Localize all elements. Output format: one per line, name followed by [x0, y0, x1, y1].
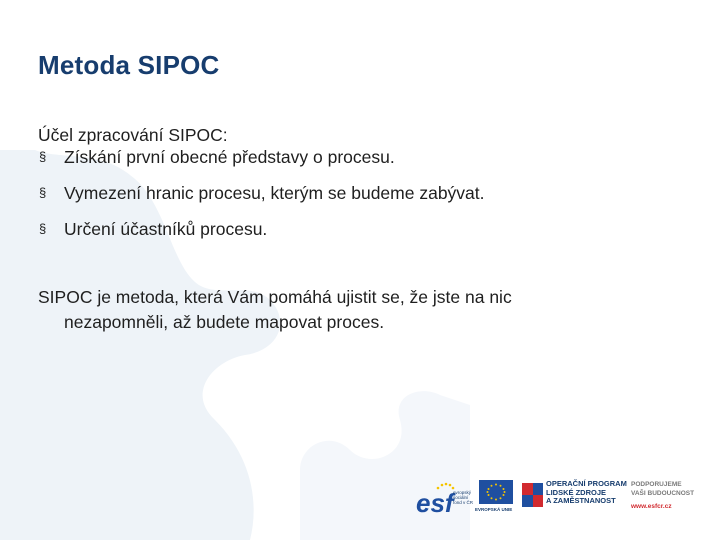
summary-line-1: SIPOC je metoda, která Vám pomáhá ujistit se, že jste na nic [38, 287, 512, 307]
bullet-marker: § [39, 221, 47, 236]
footer-logo-strip [413, 476, 713, 518]
bullet-text: Určení účastníků procesu. [64, 219, 268, 239]
esf-caption: evropský sociální fond v ČR [453, 490, 474, 505]
support-url: www.esfcr.cz [631, 503, 672, 510]
purpose-bullet-list [38, 146, 678, 240]
eu-caption: EVROPSKÁ UNIE [475, 507, 513, 512]
slide-title: Metoda SIPOC [38, 50, 220, 80]
support-slogan: PODPORUJEME VAŠI BUDOUCNOST [631, 481, 695, 497]
op-program-name: OPERAČNÍ PROGRAM LIDSKÉ ZDROJE A ZAMĚSTNANOST [546, 479, 627, 505]
summary-paragraph [38, 285, 648, 335]
bullet-marker: § [39, 149, 47, 164]
eu-flag-icon [479, 480, 513, 504]
purpose-heading: Účel zpracování SIPOC: [38, 125, 228, 145]
bullet-item [38, 182, 678, 204]
bullet-item [38, 218, 678, 240]
bullet-marker: § [39, 185, 47, 200]
bullet-text: Získání první obecné představy o procesu. [64, 147, 395, 167]
slide-body [38, 124, 678, 240]
summary-line-2: nezapomněli, až budete mapovat proces. [64, 312, 385, 332]
esf-mark: esf [416, 488, 454, 515]
bullet-text: Vymezení hranic procesu, kterým se budeme zabývat. [64, 183, 485, 203]
bullet-item [38, 146, 678, 168]
op-program-icon [521, 480, 545, 512]
